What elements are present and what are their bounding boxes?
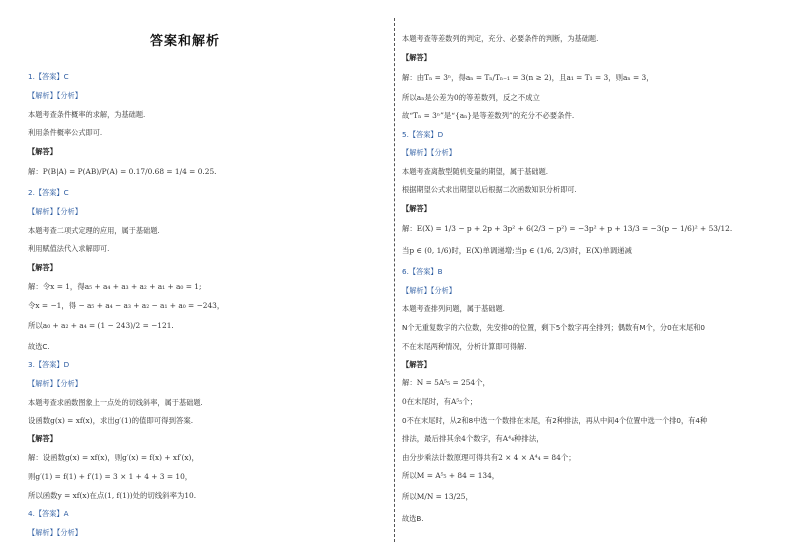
solution-heading: 【解答】: [402, 204, 431, 213]
math-line: 所以函数y = xf(x)在点(1, f(1))处的切线斜率为10.: [28, 491, 197, 500]
text-line: 本题考查条件概率的求解，为基础题.: [28, 110, 146, 119]
text-line: 利用赋值法代入求解即可.: [28, 244, 110, 253]
solution-heading: 【解答】: [402, 360, 431, 369]
text-line: 本题考查排列问题，属于基础题.: [402, 304, 505, 313]
text-line: 本题考查等差数列的判定，充分、必要条件的判断，为基础题.: [402, 34, 599, 43]
analysis-label: 【解析】【分析】: [28, 528, 82, 537]
solution-heading: 【解答】: [28, 263, 57, 272]
answer-line: 5.【答案】D: [402, 130, 444, 139]
answer-line: 2.【答案】C: [28, 188, 69, 197]
analysis-label: 【解析】【分析】: [28, 207, 82, 216]
math-line: 解：令x = 1，得a₅ + a₄ + a₃ + a₂ + a₁ + a₀ = 1;: [28, 282, 202, 291]
text-line: N个无重复数字的六位数，先安排0的位置，剩下5个数字再全排列；偶数有M个，分0在末尾和0: [402, 323, 705, 332]
math-line: 所以a₀ + a₂ + a₄ = (1 − 243)/2 = −121.: [28, 321, 174, 330]
math-line: 由分步乘法计数原理可得共有2 × 4 × A⁴₄ = 84个；: [402, 453, 576, 462]
math-line: 则g′(1) = f(1) + f′(1) = 3 × 1 + 4 + 3 = 10，: [28, 472, 193, 481]
math-line: 解：E(X) = 1/3 − p + 2p + 3p² + 6(2/3 − p²) = −3p² + p + 13/3 = −3(p − 1/6)² + 53/12.: [402, 224, 733, 233]
math-line: 排法，最后排其余4个数字，有A⁴₄种排法，: [402, 434, 544, 443]
math-line: 解：N = 5A⁵₅ = 254个，: [402, 378, 490, 387]
analysis-label: 【解析】【分析】: [402, 148, 456, 157]
analysis-label: 【解析】【分析】: [28, 91, 82, 100]
solution-heading: 【解答】: [28, 434, 57, 443]
text-line: 根据期望公式求出期望以后根据二次函数知识分析即可.: [402, 185, 577, 194]
math-line: 解：设函数g(x) = xf(x)，则g′(x) = f(x) + xf′(x)，: [28, 453, 199, 462]
text-line: 本题考查求函数图象上一点处的切线斜率，属于基础题.: [28, 398, 203, 407]
solution-heading: 【解答】: [402, 53, 431, 62]
math-line: 令x = −1，得 − a₅ + a₄ − a₃ + a₂ − a₁ + a₀ = −243，: [28, 301, 225, 310]
math-line: 解：由Tₙ = 3ⁿ，得aₙ = Tₙ/Tₙ₋₁ = 3(n ≥ 2)，且a₁ = T₁ = 3，则aₙ = 3，: [402, 73, 654, 82]
text-line: 利用条件概率公式即可.: [28, 128, 103, 137]
math-line: 设函数g(x) = xf(x)，求出g′(1)的值即可得到答案.: [28, 416, 194, 425]
math-line: 所以aₙ是公差为0的等差数列，反之不成立: [402, 93, 540, 102]
page-title: 答案和解析: [150, 34, 221, 49]
math-line: 当p ∈ (0, 1/6)时，E(X)单调递增;当p ∈ (1/6, 2/3)时，E(X)单调递减: [402, 246, 632, 255]
text-line: 本题考查二项式定理的应用，属于基础题.: [28, 226, 160, 235]
math-line: 0在末尾时，有A⁵₅个；: [402, 397, 478, 406]
math-line: 所以M = A⁵₅ + 84 = 134，: [402, 471, 500, 480]
solution-heading: 【解答】: [28, 147, 57, 156]
math-line: 解：P(B|A) = P(AB)/P(A) = 0.17/0.68 = 1/4 = 0.25.: [28, 167, 217, 176]
analysis-label: 【解析】【分析】: [402, 286, 456, 295]
column-divider: [394, 18, 395, 542]
answer-line: 6.【答案】B: [402, 267, 443, 276]
text-line: 故选B.: [402, 514, 424, 523]
math-line: 所以M/N = 13/25，: [402, 492, 473, 501]
math-line: 故“Tₙ = 3ⁿ”是“{aₙ}是等差数列”的充分不必要条件.: [402, 111, 575, 120]
answer-line: 1.【答案】C: [28, 72, 69, 81]
text-line: 故选C.: [28, 342, 50, 351]
text-line: 不在末尾两种情况，分析计算即可得解.: [402, 342, 527, 351]
answer-line: 4.【答案】A: [28, 509, 69, 518]
answer-line: 3.【答案】D: [28, 360, 70, 369]
text-line: 本题考查离散型随机变量的期望，属于基础题.: [402, 167, 549, 176]
text-line: 0不在末尾时，从2和8中选一个数排在末尾，有2种排法，再从中间4个位置中选一个排0，有4种: [402, 416, 708, 425]
analysis-label: 【解析】【分析】: [28, 379, 82, 388]
